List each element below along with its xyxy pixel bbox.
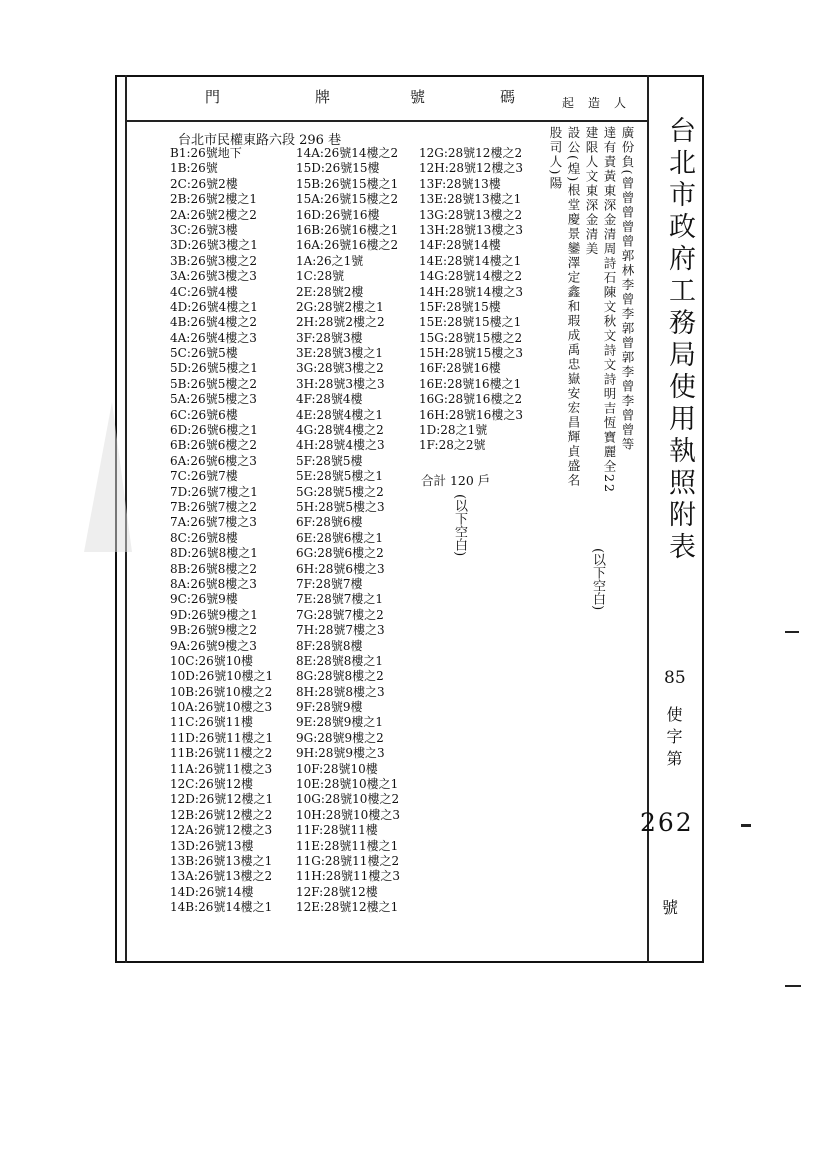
address-entry: 15F:28號15樓 xyxy=(419,299,501,314)
address-entry: 15G:28號15樓之2 xyxy=(419,330,523,345)
margin-mark xyxy=(785,985,801,987)
address-entry: 14E:28號14樓之1 xyxy=(419,253,522,268)
address-entry: 15B:26號15樓之1 xyxy=(296,176,399,191)
address-entry: 9D:26號9樓之1 xyxy=(170,607,258,622)
address-entry: 14D:26號14樓 xyxy=(170,884,254,899)
address-entry: 11E:28號11樓之1 xyxy=(296,838,399,853)
address-entry: 7F:28號7樓 xyxy=(296,576,363,591)
address-entry: 10C:26號10樓 xyxy=(170,653,254,668)
address-entry: 15A:26號15樓之2 xyxy=(296,192,399,207)
address-entry: 12A:26號12樓之3 xyxy=(170,823,273,838)
address-entry: 1C:28號 xyxy=(296,269,345,284)
address-entry: 2B:26號2樓之1 xyxy=(170,192,258,207)
street-address: 台北市民權東路六段 296 巷 xyxy=(178,133,342,148)
license-year: 85 xyxy=(664,668,686,688)
address-entry: 12B:26號12樓之2 xyxy=(170,807,273,822)
address-entry: 9E:28號9樓之1 xyxy=(296,715,383,730)
address-entry: 5E:28號5樓之1 xyxy=(296,469,383,484)
address-entry: 4H:28號4樓之3 xyxy=(296,438,385,453)
address-entry: 13A:26號13樓之2 xyxy=(170,869,273,884)
address-entry: 3H:28號3樓之3 xyxy=(296,376,385,391)
header-number: 號 xyxy=(410,88,427,106)
scan-artifact xyxy=(84,402,132,552)
address-entry: 13E:28號13樓之1 xyxy=(419,192,522,207)
address-entry: 6G:28號6樓之2 xyxy=(296,546,384,561)
address-entry: 14H:28號14樓之3 xyxy=(419,284,523,299)
builder-blank-note: (以下空白) xyxy=(590,548,605,611)
builder-column: 廣份負(曾曾曾曾曾郭林李曾李郭曾郭李曾李曾曾等 xyxy=(620,126,635,452)
address-entry: 7B:26號7樓之2 xyxy=(170,499,258,514)
address-entry: 13D:26號13樓 xyxy=(170,838,254,853)
address-entry: 9F:28號9樓 xyxy=(296,700,363,715)
address-entry: 14B:26號14樓之1 xyxy=(170,900,273,915)
address-entry: 10D:26號10樓之1 xyxy=(170,669,274,684)
header-code: 碼 xyxy=(500,88,517,106)
address-entry: 11A:26號11樓之3 xyxy=(170,761,273,776)
address-entry: 12H:28號12樓之3 xyxy=(419,161,523,176)
address-entry: 1B:26號 xyxy=(170,161,218,176)
address-entry: 9G:28號9樓之2 xyxy=(296,730,384,745)
header-divider xyxy=(127,120,647,122)
address-entry: 12G:28號12樓之2 xyxy=(419,146,523,160)
address-entry: 6D:26號6樓之1 xyxy=(170,423,258,438)
address-entry: 10G:28號10樓之2 xyxy=(296,792,400,807)
address-entry: 8C:26號8樓 xyxy=(170,530,238,545)
address-entry: 9C:26號9樓 xyxy=(170,592,238,607)
address-entry: 5G:28號5樓之2 xyxy=(296,484,384,499)
address-entry: 1A:26之1號 xyxy=(296,253,364,268)
address-entry: 7C:26號7樓 xyxy=(170,469,238,484)
address-entry: 5B:26號5樓之2 xyxy=(170,376,258,391)
builder-list xyxy=(548,126,635,556)
address-entry: 13H:28號13樓之3 xyxy=(419,222,523,237)
address-entry: 7G:28號7樓之2 xyxy=(296,607,384,622)
address-entry: 8A:26號8樓之3 xyxy=(170,576,257,591)
address-entry: 8B:26號8樓之2 xyxy=(170,561,258,576)
unit-total: 合計 120 戶 xyxy=(421,473,491,488)
address-entry: 6A:26號6樓之3 xyxy=(170,453,257,468)
address-entry: 8D:26號8樓之1 xyxy=(170,546,258,561)
address-column-3 xyxy=(419,146,523,454)
builder-column: 設公(煌)根堂慶景鑾澤定鑫和瑕成禹忠嶽安宏昌輝貞盛名 xyxy=(566,126,581,488)
address-entry: 16G:28號16樓之2 xyxy=(419,392,523,407)
address-entry: 14F:28號14樓 xyxy=(419,238,501,253)
address-entry: 8H:28號8樓之3 xyxy=(296,684,385,699)
address-column-2 xyxy=(296,146,400,916)
address-entry: 6F:28號6樓 xyxy=(296,515,363,530)
address-entry: 13F:28號13樓 xyxy=(419,176,501,191)
address-entry: 7E:28號7樓之1 xyxy=(296,592,383,607)
header-plate: 牌 xyxy=(315,88,332,106)
address-entry: 11H:28號11樓之3 xyxy=(296,869,400,884)
address-entry: 10E:28號10樓之1 xyxy=(296,777,399,792)
address-entry: 2A:26號2樓之2 xyxy=(170,207,257,222)
address-entry: 12D:26號12樓之1 xyxy=(170,792,274,807)
builder-column: 股司人)陽 xyxy=(548,126,563,191)
address-entry: 16B:26號16樓之1 xyxy=(296,222,399,237)
blank-below-note: (以下空白) xyxy=(452,494,467,557)
address-entry: 15E:28號15樓之1 xyxy=(419,315,522,330)
address-entry: 7D:26號7樓之1 xyxy=(170,484,258,499)
address-entry: 14A:26號14樓之2 xyxy=(296,146,399,160)
address-entry: 9B:26號9樓之2 xyxy=(170,623,258,638)
address-entry: 6C:26號6樓 xyxy=(170,407,238,422)
address-entry: 4G:28號4樓之2 xyxy=(296,423,384,438)
license-suffix: 號 xyxy=(662,898,679,917)
address-entry: 10F:28號10樓 xyxy=(296,761,378,776)
address-entry: 10H:28號10樓之3 xyxy=(296,807,400,822)
address-entry: 16A:26號16樓之2 xyxy=(296,238,399,253)
document-title: 台北市政府工務局使用執照附表 xyxy=(664,116,695,564)
address-entry: 8G:28號8樓之2 xyxy=(296,669,384,684)
address-entry: 8F:28號8樓 xyxy=(296,638,363,653)
address-entry: 3G:28號3樓之2 xyxy=(296,361,384,376)
margin-mark xyxy=(785,631,799,633)
address-entry: B1:26號地下 xyxy=(170,146,242,160)
license-word: 使字第 xyxy=(664,706,683,772)
address-entry: 3B:26號3樓之2 xyxy=(170,253,258,268)
address-entry: 6B:26號6樓之2 xyxy=(170,438,258,453)
address-entry: 4A:26號4樓之3 xyxy=(170,330,257,345)
address-entry: 4D:26號4樓之1 xyxy=(170,299,258,314)
address-entry: 16D:26號16樓 xyxy=(296,207,380,222)
address-entry: 1F:28之2號 xyxy=(419,438,486,453)
address-entry: 5H:28號5樓之3 xyxy=(296,499,385,514)
address-entry: 11F:28號11樓 xyxy=(296,823,378,838)
address-entry: 4E:28號4樓之1 xyxy=(296,407,383,422)
address-entry: 11C:26號11樓 xyxy=(170,715,254,730)
builder-column: 達有責黃東深金清周詩石陳文秋文詩文詩明吉恆寶麗全22 xyxy=(602,126,617,494)
address-entry: 4F:28號4樓 xyxy=(296,392,363,407)
address-entry: 12C:26號12樓 xyxy=(170,777,254,792)
address-entry: 3F:28號3樓 xyxy=(296,330,363,345)
address-entry: 10B:26號10樓之2 xyxy=(170,684,273,699)
address-entry: 7H:28號7樓之3 xyxy=(296,623,385,638)
address-entry: 11B:26號11樓之2 xyxy=(170,746,273,761)
builder-column: 建限人文東深金清美 xyxy=(584,126,599,257)
address-entry: 6H:28號6樓之3 xyxy=(296,561,385,576)
address-entry: 16H:28號16樓之3 xyxy=(419,407,523,422)
address-entry: 4B:26號4樓之2 xyxy=(170,315,258,330)
address-entry: 14G:28號14樓之2 xyxy=(419,269,523,284)
header-builder: 起造人 xyxy=(562,96,641,110)
address-entry: 10A:26號10樓之3 xyxy=(170,700,273,715)
address-entry: 8E:28號8樓之1 xyxy=(296,653,383,668)
address-entry: 6E:28號6樓之1 xyxy=(296,530,383,545)
header-door: 門 xyxy=(205,88,222,106)
address-entry: 2H:28號2樓之2 xyxy=(296,315,385,330)
address-entry: 3D:26號3樓之1 xyxy=(170,238,258,253)
license-number: 262 xyxy=(640,808,694,837)
address-entry: 3C:26號3樓 xyxy=(170,222,238,237)
address-entry: 5C:26號5樓 xyxy=(170,346,238,361)
address-entry: 9A:26號9樓之3 xyxy=(170,638,257,653)
address-entry: 2C:26號2樓 xyxy=(170,176,238,191)
address-entry: 2E:28號2樓 xyxy=(296,284,364,299)
address-entry: 12F:28號12樓 xyxy=(296,884,378,899)
address-entry: 3A:26號3樓之3 xyxy=(170,269,257,284)
address-entry: 2G:28號2樓之1 xyxy=(296,299,384,314)
address-entry: 15D:26號15樓 xyxy=(296,161,380,176)
address-entry: 13B:26號13樓之1 xyxy=(170,853,273,868)
address-entry: 13G:28號13樓之2 xyxy=(419,207,523,222)
address-entry: 12E:28號12樓之1 xyxy=(296,900,399,915)
address-entry: 16E:28號16樓之1 xyxy=(419,376,522,391)
address-entry: 5A:26號5樓之3 xyxy=(170,392,257,407)
address-entry: 5F:28號5樓 xyxy=(296,453,363,468)
address-entry: 11G:28號11樓之2 xyxy=(296,853,400,868)
address-entry: 9H:28號9樓之3 xyxy=(296,746,385,761)
address-entry: 4C:26號4樓 xyxy=(170,284,238,299)
address-entry: 15H:28號15樓之3 xyxy=(419,346,523,361)
address-column-1 xyxy=(170,146,273,916)
address-entry: 5D:26號5樓之1 xyxy=(170,361,258,376)
address-entry: 11D:26號11樓之1 xyxy=(170,730,274,745)
margin-mark xyxy=(741,824,751,827)
address-entry: 7A:26號7樓之3 xyxy=(170,515,257,530)
address-entry: 3E:28號3樓之1 xyxy=(296,346,383,361)
address-entry: 16F:28號16樓 xyxy=(419,361,501,376)
address-entry: 1D:28之1號 xyxy=(419,423,488,438)
